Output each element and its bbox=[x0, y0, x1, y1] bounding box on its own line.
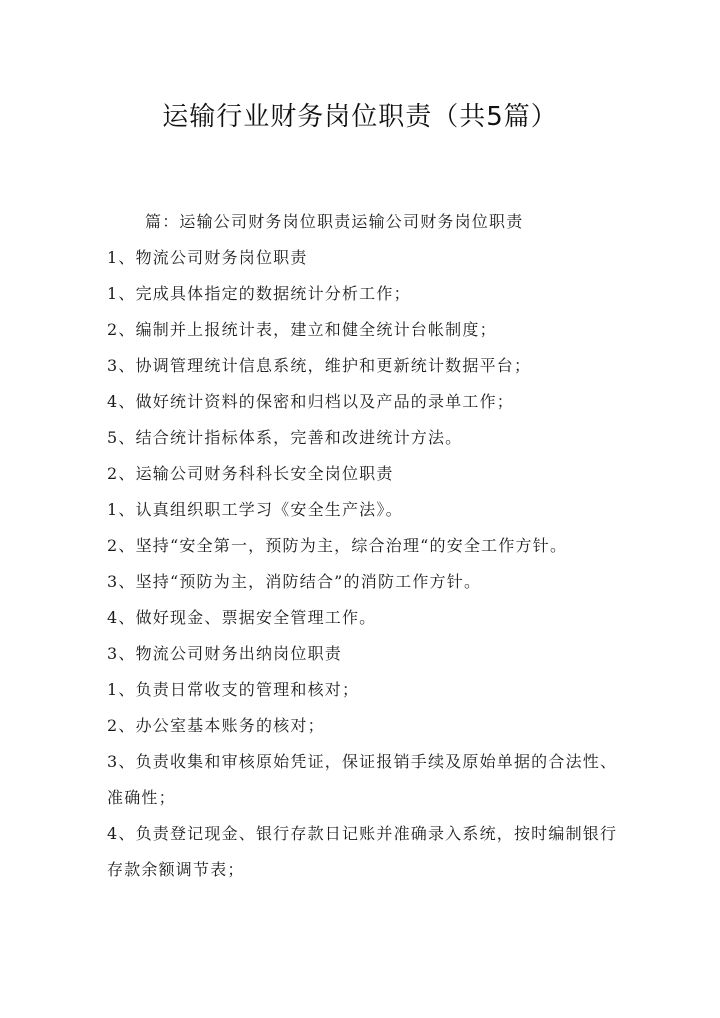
section-heading-1: 1、物流公司财务岗位职责 bbox=[107, 248, 308, 267]
list-item: 4、做好统计资料的保密和归档以及产品的录单工作； bbox=[107, 392, 514, 411]
list-item: 2、编制并上报统计表，建立和健全统计台帐制度； bbox=[107, 320, 497, 339]
list-item: 3、坚持“预防为主，消防结合”的消防工作方针。 bbox=[107, 572, 482, 591]
document-body bbox=[107, 204, 617, 888]
list-item: 1、负责日常收支的管理和核对； bbox=[107, 680, 360, 699]
list-item: 2、坚持“安全第一，预防为主，综合治理“的安全工作方针。 bbox=[107, 536, 568, 555]
list-item: 3、负责收集和审核原始凭证，保证报销手续及原始单据的合法性、 bbox=[107, 752, 618, 771]
list-item: 1、完成具体指定的数据统计分析工作； bbox=[107, 284, 411, 303]
document-title: 运输行业财务岗位职责（共5篇） bbox=[162, 102, 558, 132]
list-item: 4、负责登记现金、银行存款日记账并准确录入系统，按时编制银行 bbox=[107, 824, 618, 843]
list-item: 2、办公室基本账务的核对； bbox=[107, 716, 325, 735]
list-item-continuation: 存款余额调节表； bbox=[107, 860, 245, 879]
section-heading-2: 2、运输公司财务科科长安全岗位职责 bbox=[107, 464, 394, 483]
section-heading-3: 3、物流公司财务出纳岗位职责 bbox=[107, 644, 342, 663]
list-item: 5、结合统计指标体系，完善和改进统计方法。 bbox=[107, 428, 463, 447]
list-item-continuation: 准确性； bbox=[107, 788, 176, 807]
list-item: 3、协调管理统计信息系统，维护和更新统计数据平台； bbox=[107, 356, 532, 375]
list-item: 4、做好现金、票据安全管理工作。 bbox=[107, 608, 377, 627]
intro-line: 篇：运输公司财务岗位职责运输公司财务岗位职责 bbox=[145, 212, 524, 231]
list-item: 1、认真组织职工学习《安全生产法》。 bbox=[107, 500, 403, 519]
